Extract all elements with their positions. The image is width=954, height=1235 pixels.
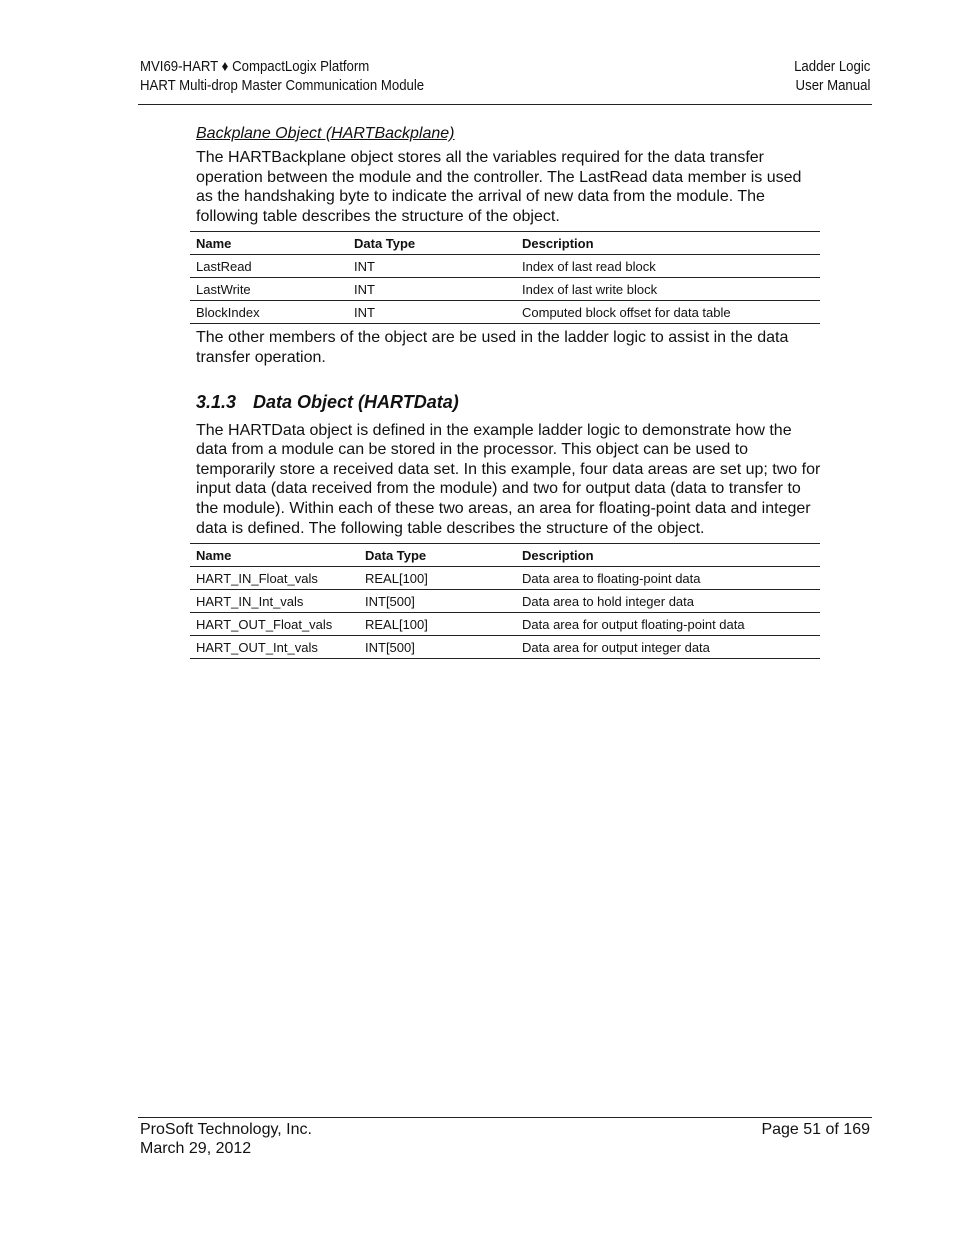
cell-data-type: REAL[100] <box>359 613 516 636</box>
backplane-intro: The HARTBackplane object stores all the variables required for the data transfer operation between the module and the controller. The LastRead data member is used as the handshaking byte to indicate the arrival of new data from the module. The following table describes the structure of the object. <box>196 149 802 225</box>
column-header-data-type: Data Type <box>359 544 516 567</box>
header-manual: User Manual <box>795 77 871 94</box>
column-header-name: Name <box>190 232 348 255</box>
section-title: Data Object (HARTData) <box>253 391 459 412</box>
section-number: 3.1.3 <box>196 391 237 412</box>
backplane-table <box>190 231 820 324</box>
cell-data-type: REAL[100] <box>359 567 516 590</box>
cell-name: HART_IN_Int_vals <box>190 590 359 613</box>
table-header-row <box>190 232 820 255</box>
cell-data-type: INT[500] <box>359 590 516 613</box>
footer-company: ProSoft Technology, Inc. <box>140 1121 312 1138</box>
data-object-intro: The HARTData object is defined in the example ladder logic to demonstrate how the data from a module can be stored in the processor. This object can be used to temporarily store a received data set. In this example, four data areas are set up; two for input data (data received from the module) and two for output data (data to transfer to the module). Within each of these two areas, an area for floating-point data and integer data is defined. The following table describes the structure of the object. <box>196 421 821 537</box>
cell-description: Data area to hold integer data <box>516 590 820 613</box>
cell-description: Data area to floating-point data <box>516 567 820 590</box>
footer-date: March 29, 2012 <box>140 1140 252 1157</box>
cell-name: HART_IN_Float_vals <box>190 567 359 590</box>
cell-name: HART_OUT_Float_vals <box>190 613 359 636</box>
cell-description: Index of last read block <box>516 255 820 278</box>
table-row <box>190 636 820 659</box>
backplane-subheading: Backplane Object (HARTBackplane) <box>196 125 455 142</box>
cell-description: Index of last write block <box>516 278 820 301</box>
cell-data-type: INT <box>348 301 516 324</box>
footer-page-number: Page 51 of 169 <box>761 1121 870 1138</box>
table-row <box>190 301 820 324</box>
data-object-table <box>190 543 820 659</box>
column-header-description: Description <box>516 544 820 567</box>
cell-description: Computed block offset for data table <box>516 301 820 324</box>
table-row <box>190 567 820 590</box>
table-row <box>190 590 820 613</box>
cell-name: HART_OUT_Int_vals <box>190 636 359 659</box>
cell-data-type: INT <box>348 278 516 301</box>
header-right <box>794 57 870 95</box>
header-module-line: HART Multi-drop Master Communication Module <box>140 77 425 94</box>
cell-description: Data area for output integer data <box>516 636 820 659</box>
column-header-name: Name <box>190 544 359 567</box>
column-header-description: Description <box>516 232 820 255</box>
section-heading <box>196 391 821 413</box>
table-row <box>190 613 820 636</box>
header-product-line: MVI69-HART ♦ CompactLogix Platform <box>140 58 370 75</box>
column-header-data-type: Data Type <box>348 232 516 255</box>
cell-description: Data area for output floating-point data <box>516 613 820 636</box>
header-chapter: Ladder Logic <box>794 58 871 75</box>
cell-data-type: INT <box>348 255 516 278</box>
table-header-row <box>190 544 820 567</box>
cell-name: LastWrite <box>190 278 348 301</box>
cell-data-type: INT[500] <box>359 636 516 659</box>
header-left <box>140 57 424 95</box>
footer-left <box>140 1120 312 1158</box>
cell-name: LastRead <box>190 255 348 278</box>
table-row <box>190 255 820 278</box>
cell-name: BlockIndex <box>190 301 348 324</box>
table-row <box>190 278 820 301</box>
footer-divider <box>138 1117 872 1118</box>
page-content <box>196 124 821 659</box>
header-divider <box>138 104 872 105</box>
backplane-outro: The other members of the object are be used in the ladder logic to assist in the data transfer operation. <box>196 329 789 366</box>
